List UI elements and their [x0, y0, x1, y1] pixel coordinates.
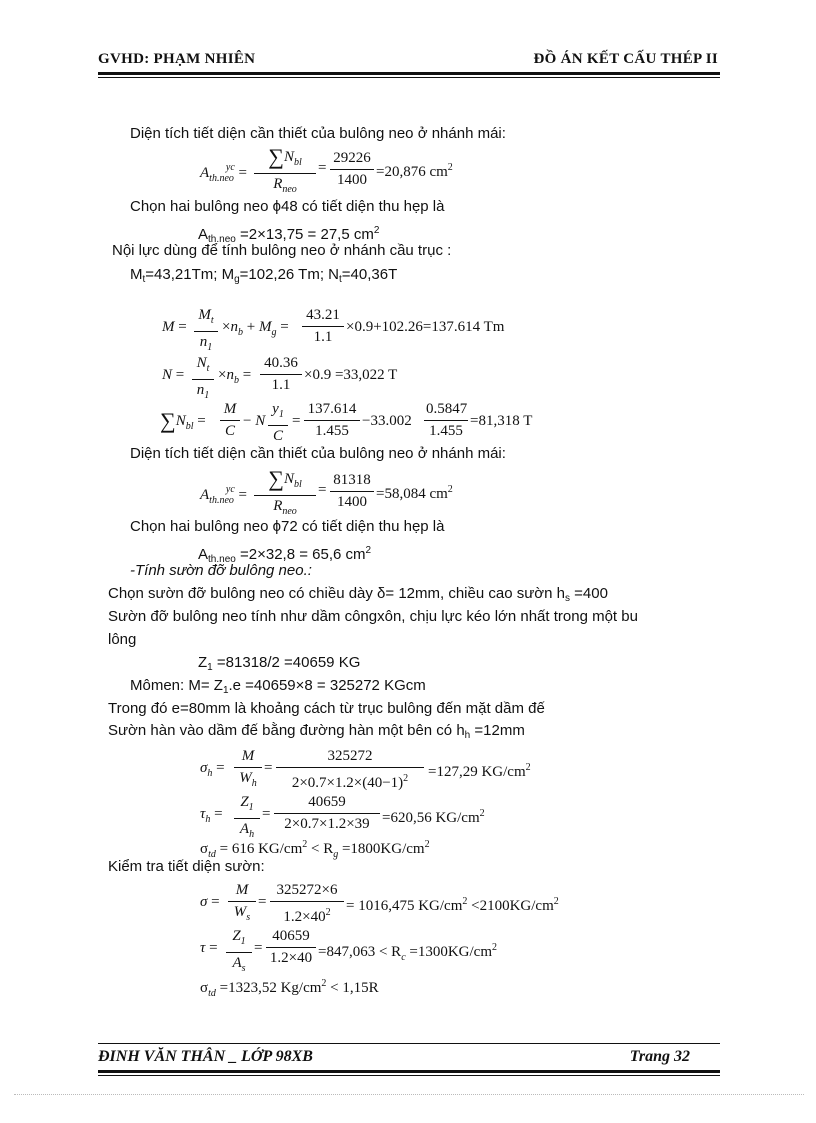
- formula-a-yc-2: $A_{th.neo}^{yc}$ =: [200, 484, 247, 506]
- text-line-15: Trong đó e=80mm là khoảng cách từ trục bulông đến mặt dầm đế: [108, 700, 545, 717]
- fraction-m-wh: $\frac{M}{W_h}$: [234, 748, 262, 792]
- formula-sigma-h-result: =127,29 $KG/cm^2$: [428, 762, 531, 780]
- footer-rule-top: [98, 1043, 720, 1044]
- formula-sum-result: =81,318 T: [470, 413, 533, 429]
- fraction-sum-n-over-r-2: $\sum N_{bl}$ $R_{neo}$: [254, 470, 316, 520]
- fraction-40-36-1-1: $\frac{40.36}{1.1}$: [260, 355, 302, 394]
- fraction-y1-c: $\frac{y_1}{C}$: [268, 401, 288, 445]
- text-line-16: Sườn hàn vào dầm đế bằng đường hàn một bên có $h_h =12mm$: [108, 722, 525, 741]
- text-line-14: Mômen: $M= Z_1.e =40659\times 8 = 325272$ KGcm: [130, 677, 426, 696]
- fraction-43-21-1-1: $\frac{43.21}{1.1}$: [302, 307, 344, 346]
- fraction-nt-n1: $\frac{N_t}{n_1}$: [192, 355, 214, 404]
- formula-n-left: N =: [162, 367, 185, 383]
- page-footer: [98, 1048, 690, 1068]
- fraction-z1-as: $\frac{Z_1}{A_s}$: [226, 928, 252, 977]
- formula-a-yc-1: $A_{th.neo}^{yc}$ =: [200, 162, 247, 184]
- formula-2-result: =58,084 $cm^2$: [376, 484, 453, 502]
- header-rule-thick: [98, 72, 720, 75]
- footer-rule-thick: [98, 1070, 720, 1073]
- formula-m-result: ×0.9+102.26=137.614 Tm: [346, 319, 505, 335]
- document-page: GVHD: PHẠM NHIÊN ĐỒ ÁN KẾT CẤU THÉP II Diện tích tiết diện cần thiết của bulông neo ở nhánh mái: $A_{th.neo}^{yc}$ = $\sum N_{bl}$ $R_{neo}$ = $\frac{29226}{1400}$ =20,876 $cm^2$ Chọn hai bulông neo ϕ48 có tiết diện thu hẹp là $A_{th.neo} =2\times 13,75 = 27,5$ $cm^2$ Nội lực dùng để tính bulông neo ở nhánh cầu trục : $M_t=43,21Tm$; $M_g=102,26$ Tm; $N_t=40,36T$ M = $\frac{M_t}{n_1}$ $\times n_b + M_g$ = $\frac{43.21}{1.1}$ ×0.9+102.26=137.614 Tm N = $\frac{N_t}{n_1}$ $\times n_b$ = $\frac{40.36}{1.1}$ ×0.9 =33,022 T $\sum N_{bl}$ = $\frac{M}{C}$ − N $\frac{y_1}{C}$ = $\frac{137.614}{1.455}$ −33.002 $\frac{0.5847}{1.455}$ =81,318 T Diện tích tiết diện cần thiết của bulông neo ở nhánh mái: $A_{th.neo}^{yc}$ = $\sum N_{bl}$ $R_{neo}$ = $\frac{81318}{1400}$ =58,084 $cm^2$ Chọn hai bulông neo ϕ72 có tiết diện thu hẹp là $A_{th.neo} =2\times 32,8 = 65,6$ $cm^2$ -Tính sườn đỡ bulông neo.: Chọn sườn đỡ bulông neo có chiều dày δ= 12mm, chiều cao sườn $h_s =400$ Sườn đỡ bulông neo tính như dầm côngxôn, chịu lực kéo lớn nhất trong một bu lông $Z_1 =81318/2 =40659$ KG Mômen: $M= Z_1.e =40659\times 8 = 325272$ KGcm Trong đó e=80mm là khoảng cách từ trục bulông đến mặt dầm đế Sườn hàn vào dầm đế bằng đường hàn một bên có $h_h =12mm$ $\sigma_h$ = $\frac{M}{W_h}$ = $\frac{325272}{2\times 0.7\times 1.2\times(40-1)^2}$ =127,29 $KG/cm^2$ $\tau_h$ = $\frac{Z_1}{A_h}$ = $\frac{40659}{2\times 0.7\times 1.2\times 39}$ =620,56 $KG/cm^2$ $\sigma_{td} = 616$ $KG/cm^2 < R_g =1800KG/cm^2$ Kiểm tra tiết diện sườn: σ = $\frac{M}{W_s}$ = $\frac{325272\times 6}{1.2\times 40^2}$ = 1016,475 $KG/cm^2 <2100KG/cm^2$ τ = $\frac{Z_1}{A_s}$ = $\frac{40659}{1.2\times 40}$ $=847,063 < R_c =1300KG/cm^2$ $\sigma_{td} =1323,52$ $Kg/cm^2 < 1,15R$ ĐINH VĂN THÂN _ LỚP 98XB Trang 32: [0, 0, 816, 1123]
- fraction-0-5847: $\frac{0.5847}{1.455}$: [426, 401, 468, 439]
- text-line-4: Nội lực dùng để tính bulông neo ở nhánh cầu trục :: [112, 242, 452, 259]
- header-right: ĐỒ ÁN KẾT CẤU THÉP II: [533, 51, 718, 67]
- formula-n-result: ×0.9 =33,022 T: [304, 367, 398, 383]
- fraction-40659-denominator: $\frac{40659}{2\times 0.7\times 1.2\times 39}$: [274, 794, 380, 833]
- page-header: [98, 51, 718, 71]
- fraction-325272-denominator: $\frac{325272}{2\times 0.7\times 1.2\times(40-1)^2}$: [276, 748, 424, 792]
- footer-author: ĐINH VĂN THÂN _ LỚP 98XB: [98, 1048, 313, 1065]
- text-line-forces: $M_t=43,21Tm$; $M_g=102,26$ Tm; $N_t=40,36T$: [130, 266, 398, 285]
- text-line-9-heading: -Tính sườn đỡ bulông neo.:: [130, 562, 312, 579]
- formula-sigma-td-1: $\sigma_{td} = 616$ $KG/cm^2 < R_g =1800KG/cm^2$: [200, 839, 430, 860]
- text-line-1: Diện tích tiết diện cần thiết của bulông neo ở nhánh mái:: [130, 125, 506, 142]
- header-rule-thin: [98, 77, 720, 78]
- page-edge-dotted: [14, 1094, 804, 1095]
- formula-tau-h-left: $\tau_h$ =: [200, 806, 223, 825]
- formula-1-result: =20,876 $cm^2$: [376, 162, 453, 180]
- formula-sigma-result: = 1016,475 $KG/cm^2 <2100KG/cm^2$: [346, 896, 559, 914]
- text-line-8: $A_{th.neo} =2\times 32,8 = 65,6$ $cm^2$: [198, 545, 372, 565]
- text-line-17: Kiểm tra tiết diện sườn:: [108, 858, 265, 875]
- formula-sigma-h-left: $\sigma_h$ =: [200, 760, 225, 779]
- fraction-sum-n-over-r-1: $\sum N_{bl}$ $R_{neo}$: [254, 148, 316, 198]
- formula-sigma-td-2: $\sigma_{td} =1323,52$ $Kg/cm^2 < 1,15R$: [200, 978, 379, 999]
- formula-tau-result: $=847,063 < R_c =1300KG/cm^2$: [318, 942, 498, 963]
- text-line-10: Chọn sườn đỡ bulông neo có chiều dày δ= 12mm, chiều cao sườn $h_s =400$: [108, 585, 608, 604]
- formula-tau-left: τ =: [200, 940, 218, 956]
- text-line-13: $Z_1 =81318/2 =40659$ KG: [198, 654, 361, 673]
- fraction-40659-1-2x40: $\frac{40659}{1.2\times 40}$: [266, 928, 316, 967]
- fraction-137-614: $\frac{137.614}{1.455}$: [304, 401, 360, 440]
- fraction-325272x6: $\frac{325272\times 6}{1.2\times 40^2}$: [270, 882, 344, 926]
- text-line-11: Sườn đỡ bulông neo tính như dầm côngxôn, chịu lực kéo lớn nhất trong một bu: [108, 608, 638, 625]
- fraction-81318-1400: $\frac{81318}{1400}$: [330, 472, 374, 511]
- text-line-12: lông: [108, 631, 137, 648]
- footer-page-number: Trang 32: [629, 1048, 690, 1065]
- fraction-m-c: $\frac{M}{C}$: [220, 401, 240, 440]
- formula-sum-left: $\sum N_{bl}$ =: [160, 408, 206, 433]
- fraction-mt-n1: $\frac{M_t}{n_1}$: [194, 307, 218, 356]
- fraction-z1-ah: $\frac{Z_1}{A_h}$: [234, 794, 260, 843]
- formula-tau-h-result: =620,56 $KG/cm^2$: [382, 808, 485, 826]
- formula-sigma-left: σ =: [200, 894, 220, 910]
- fraction-29226-1400: $\frac{29226}{1400}$: [330, 150, 374, 189]
- fraction-m-ws: $\frac{M}{W_s}$: [228, 882, 256, 926]
- text-line-3: $A_{th.neo} =2\times 13,75 = 27,5$ $cm^2$: [198, 225, 380, 245]
- formula-m-left: M =: [162, 319, 187, 335]
- header-left: GVHD: PHẠM NHIÊN: [98, 51, 256, 67]
- text-line-7: Chọn hai bulông neo ϕ72 có tiết diện thu hẹp là: [130, 518, 445, 535]
- footer-rule-thin: [98, 1075, 720, 1076]
- text-line-6: Diện tích tiết diện cần thiết của bulông neo ở nhánh mái:: [130, 445, 506, 462]
- text-line-2: Chọn hai bulông neo ϕ48 có tiết diện thu hẹp là: [130, 198, 445, 215]
